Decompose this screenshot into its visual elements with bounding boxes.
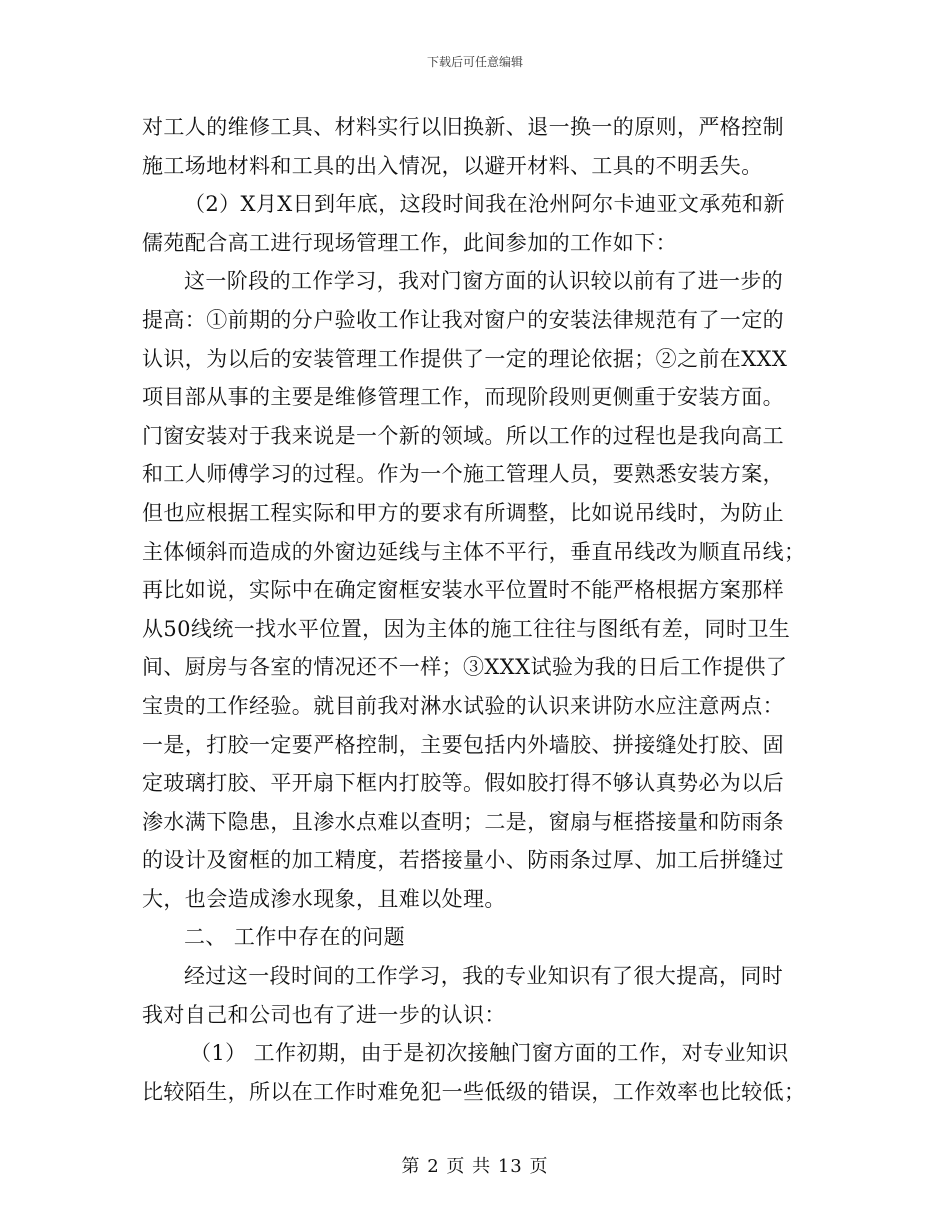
text-line: 的设计及窗框的加工精度，若搭接量小、防雨条过厚、加工后拼缝过 <box>142 848 784 873</box>
text-line: （1） 工作初期，由于是初次接触门窗方面的工作，对专业知识 <box>190 1041 789 1066</box>
text-line: 门窗安装对于我来说是一个新的领域。所以工作的过程也是我向高工 <box>142 423 784 448</box>
text-line: 再比如说，实际中在确定窗框安装水平位置时不能严格根据方案那样 <box>142 578 784 603</box>
text-line: （2）X月X日到年底，这段时间我在沧州阿尔卡迪亚文承苑和新 <box>184 192 785 217</box>
text-line: 但也应根据工程实际和甲方的要求有所调整，比如说吊线时，为防止 <box>142 500 784 525</box>
text-line: 儒苑配合高工进行现场管理工作，此间参加的工作如下： <box>142 230 677 255</box>
text-line: 渗水满下隐患，且渗水点难以查明；二是，窗扇与框搭接量和防雨条 <box>142 809 784 834</box>
text-line: 经过这一段时间的工作学习，我的专业知识有了很大提高，同时 <box>184 964 784 989</box>
text-line: 对工人的维修工具、材料实行以旧换新、退一换一的原则，严格控制 <box>142 115 784 139</box>
text-line: 主体倾斜而造成的外窗边延线与主体不平行，垂直吊线改为顺直吊线； <box>142 539 806 564</box>
text-line: 大，也会造成渗水现象，且难以处理。 <box>142 886 506 911</box>
text-line: 宝贵的工作经验。就目前我对淋水试验的认识来讲防水应注意两点： <box>142 693 784 718</box>
text-line: 施工场地材料和工具的出入情况，以避开材料、工具的不明丢失。 <box>142 153 763 178</box>
text-line: 一是，打胶一定要严格控制，主要包括内外墙胶、拼接缝处打胶、固 <box>142 732 784 757</box>
text-line: 我对自己和公司也有了进一步的认识： <box>142 1002 506 1027</box>
text-line: 从50线统一找水平位置，因为主体的施工往往与图纸有差，同时卫生 <box>142 616 791 641</box>
document-body <box>142 108 810 1111</box>
page-number: 第 2 页 共 13 页 <box>401 1156 549 1177</box>
text-line: 认识，为以后的安装管理工作提供了一定的理论依据；②之前在XXX <box>142 346 788 371</box>
text-line: 这一阶段的工作学习，我对门窗方面的认识较以前有了进一步的 <box>184 269 784 294</box>
text-line: 项目部从事的主要是维修管理工作，而现阶段则更侧重于安装方面。 <box>142 385 784 410</box>
text-line: 间、厨房与各室的情况还不一样；③XXX试验为我的日后工作提供了 <box>142 655 788 680</box>
page-header: 下载后可任意编辑 <box>426 55 523 69</box>
text-line: 定玻璃打胶、平开扇下框内打胶等。假如胶打得不够认真势必为以后 <box>142 771 784 796</box>
section-heading: 二、 工作中存在的问题 <box>184 925 406 950</box>
text-line: 和工人师傅学习的过程。作为一个施工管理人员，要熟悉安装方案， <box>142 462 784 487</box>
text-line: 比较陌生，所以在工作时难免犯一些低级的错误，工作效率也比较低； <box>142 1079 806 1104</box>
text-line: 提高：①前期的分户验收工作让我对窗户的安装法律规范有了一定的 <box>142 307 784 332</box>
